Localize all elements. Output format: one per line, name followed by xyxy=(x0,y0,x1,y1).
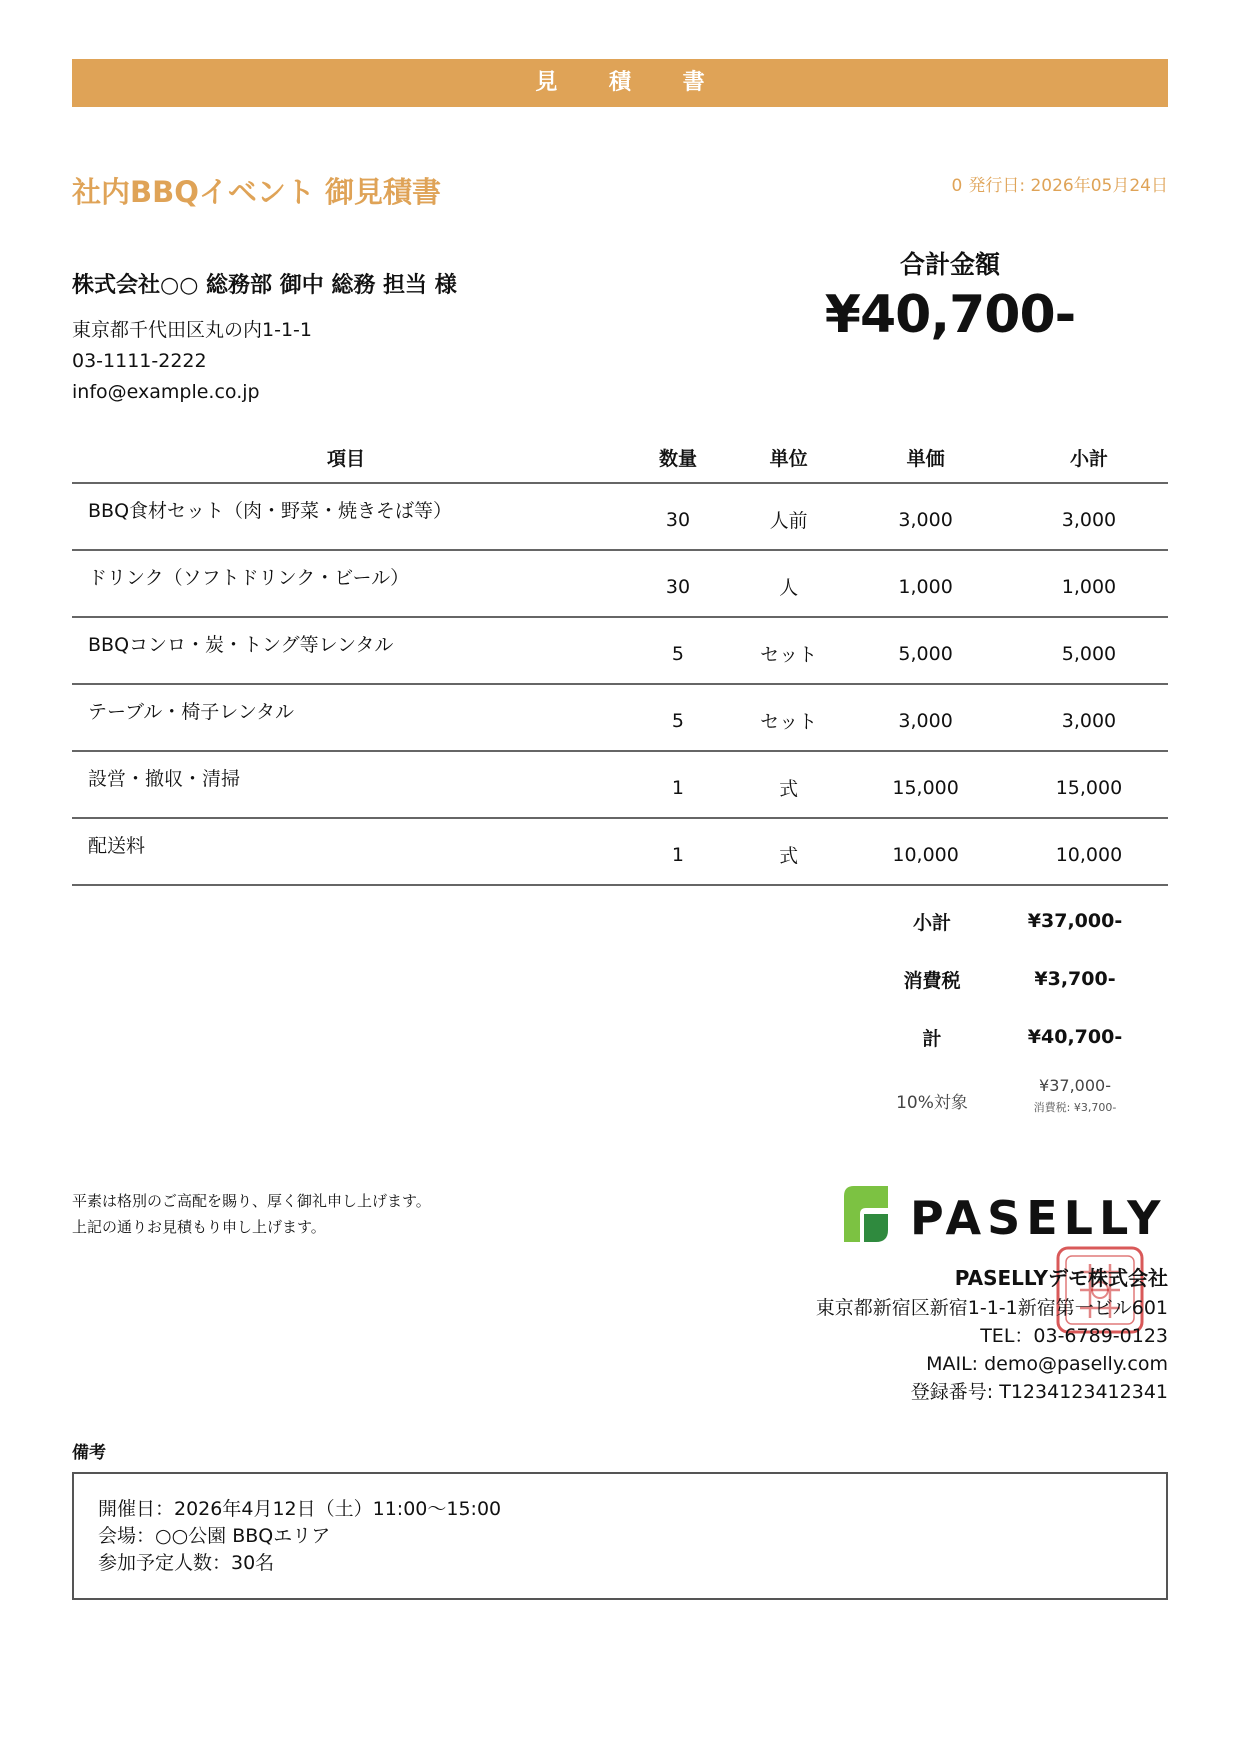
client-block xyxy=(72,268,457,408)
company-logo xyxy=(838,1182,1168,1246)
subtotal-row xyxy=(862,892,1148,950)
cell-price: 10,000 xyxy=(841,818,1010,885)
header-price: 単価 xyxy=(841,433,1010,483)
cell-item: BBQ食材セット（肉・野菜・焼きそば等） xyxy=(72,483,620,550)
issuer-name: PASELLYデモ株式会社 xyxy=(954,1266,1168,1290)
client-name: 株式会社○○ 総務部 御中 総務 担当 様 xyxy=(72,273,457,298)
issuer-registration: 登録番号: T1234123412341 xyxy=(910,1381,1168,1403)
logo-mark-icon xyxy=(844,1186,888,1242)
cell-unit: 人前 xyxy=(736,483,841,550)
document-type-banner: 見 積 書 xyxy=(72,59,1168,107)
issue-info xyxy=(952,171,1169,196)
table-row xyxy=(72,684,1168,751)
remarks-line-2: 会場：○○公園 BBQエリア xyxy=(98,1525,331,1547)
grand-total-label: 合計金額 xyxy=(899,250,1000,279)
grand-total-box xyxy=(800,245,1100,345)
cell-unit: セット xyxy=(736,617,841,684)
client-address: 東京都千代田区丸の内1-1-1 xyxy=(72,319,312,341)
cell-qty: 1 xyxy=(620,751,736,818)
cell-subtotal: 5,000 xyxy=(1010,617,1168,684)
remarks-box xyxy=(72,1472,1168,1600)
issuer-tel: TEL：03-6789-0123 xyxy=(980,1325,1168,1347)
client-email: info@example.co.jp xyxy=(72,381,260,403)
cell-subtotal: 10,000 xyxy=(1010,818,1168,885)
cell-subtotal: 1,000 xyxy=(1010,550,1168,617)
tax-rate-base: ¥37,000- xyxy=(1039,1076,1111,1095)
cell-item: ドリンク（ソフトドリンク・ビール） xyxy=(72,550,620,617)
tax-rate-values xyxy=(1002,1076,1148,1115)
issuer-address: 東京都新宿区新宿1-1-1新宿第一ビル601 xyxy=(815,1297,1168,1319)
header-item: 項目 xyxy=(72,433,620,483)
tax-rate-tax: 消費税: ¥3,700- xyxy=(1033,1101,1117,1114)
cell-unit: 人 xyxy=(736,550,841,617)
cell-qty: 30 xyxy=(620,550,736,617)
logo-wordmark: PASELLY xyxy=(910,1191,1167,1245)
greeting-text xyxy=(72,1188,431,1240)
subtotal-label: 小計 xyxy=(912,911,951,934)
header-qty: 数量 xyxy=(620,433,736,483)
client-phone: 03-1111-2222 xyxy=(72,350,207,372)
cell-subtotal: 3,000 xyxy=(1010,684,1168,751)
issuer-block xyxy=(816,1264,1168,1406)
issue-number: 0 xyxy=(951,176,963,196)
table-row xyxy=(72,483,1168,550)
greeting-line-1: 平素は格別のご高配を賜り、厚く御礼申し上げます。 xyxy=(72,1192,431,1210)
document-title: 社内BBQイベント 御見積書 xyxy=(72,175,441,209)
cell-qty: 5 xyxy=(620,684,736,751)
cell-item: 配送料 xyxy=(72,818,620,885)
cell-unit: 式 xyxy=(736,818,841,885)
totals-summary xyxy=(862,892,1148,1115)
subtotal-value: ¥37,000- xyxy=(1027,910,1123,932)
tax-label: 消費税 xyxy=(903,969,961,992)
cell-subtotal: 3,000 xyxy=(1010,483,1168,550)
table-row xyxy=(72,751,1168,818)
issuer-mail: MAIL: demo@paselly.com xyxy=(926,1353,1168,1375)
tax-rate-label: 10%対象 xyxy=(896,1093,968,1113)
cell-item: テーブル・椅子レンタル xyxy=(72,684,620,751)
remarks-line-1: 開催日：2026年4月12日（土）11:00〜15:00 xyxy=(98,1498,502,1520)
total-value: ¥40,700- xyxy=(1027,1026,1123,1048)
table-row xyxy=(72,550,1168,617)
total-label: 計 xyxy=(922,1027,942,1050)
tax-rate-breakdown xyxy=(862,1076,1148,1115)
issue-date: 発行日: 2026年05月24日 xyxy=(968,176,1168,196)
cell-price: 5,000 xyxy=(841,617,1010,684)
header-subtotal: 小計 xyxy=(1010,433,1168,483)
cell-item: 設営・撤収・清掃 xyxy=(72,751,620,818)
table-header-row xyxy=(72,433,1168,483)
cell-unit: 式 xyxy=(736,751,841,818)
grand-total-amount: ¥40,700- xyxy=(824,285,1076,345)
remarks-title: 備考 xyxy=(72,1443,106,1463)
cell-unit: セット xyxy=(736,684,841,751)
cell-price: 3,000 xyxy=(841,483,1010,550)
cell-item: BBQコンロ・炭・トング等レンタル xyxy=(72,617,620,684)
total-row xyxy=(862,1008,1148,1066)
cell-price: 3,000 xyxy=(841,684,1010,751)
table-row xyxy=(72,818,1168,885)
cell-subtotal: 15,000 xyxy=(1010,751,1168,818)
tax-value: ¥3,700- xyxy=(1034,968,1116,990)
cell-price: 15,000 xyxy=(841,751,1010,818)
cell-qty: 5 xyxy=(620,617,736,684)
cell-price: 1,000 xyxy=(841,550,1010,617)
cell-qty: 1 xyxy=(620,818,736,885)
header-unit: 単位 xyxy=(736,433,841,483)
line-items-table xyxy=(72,433,1168,886)
table-row xyxy=(72,617,1168,684)
greeting-line-2: 上記の通りお見積もり申し上げます。 xyxy=(72,1218,326,1236)
tax-row xyxy=(862,950,1148,1008)
remarks-line-3: 参加予定人数：30名 xyxy=(98,1552,275,1574)
cell-qty: 30 xyxy=(620,483,736,550)
